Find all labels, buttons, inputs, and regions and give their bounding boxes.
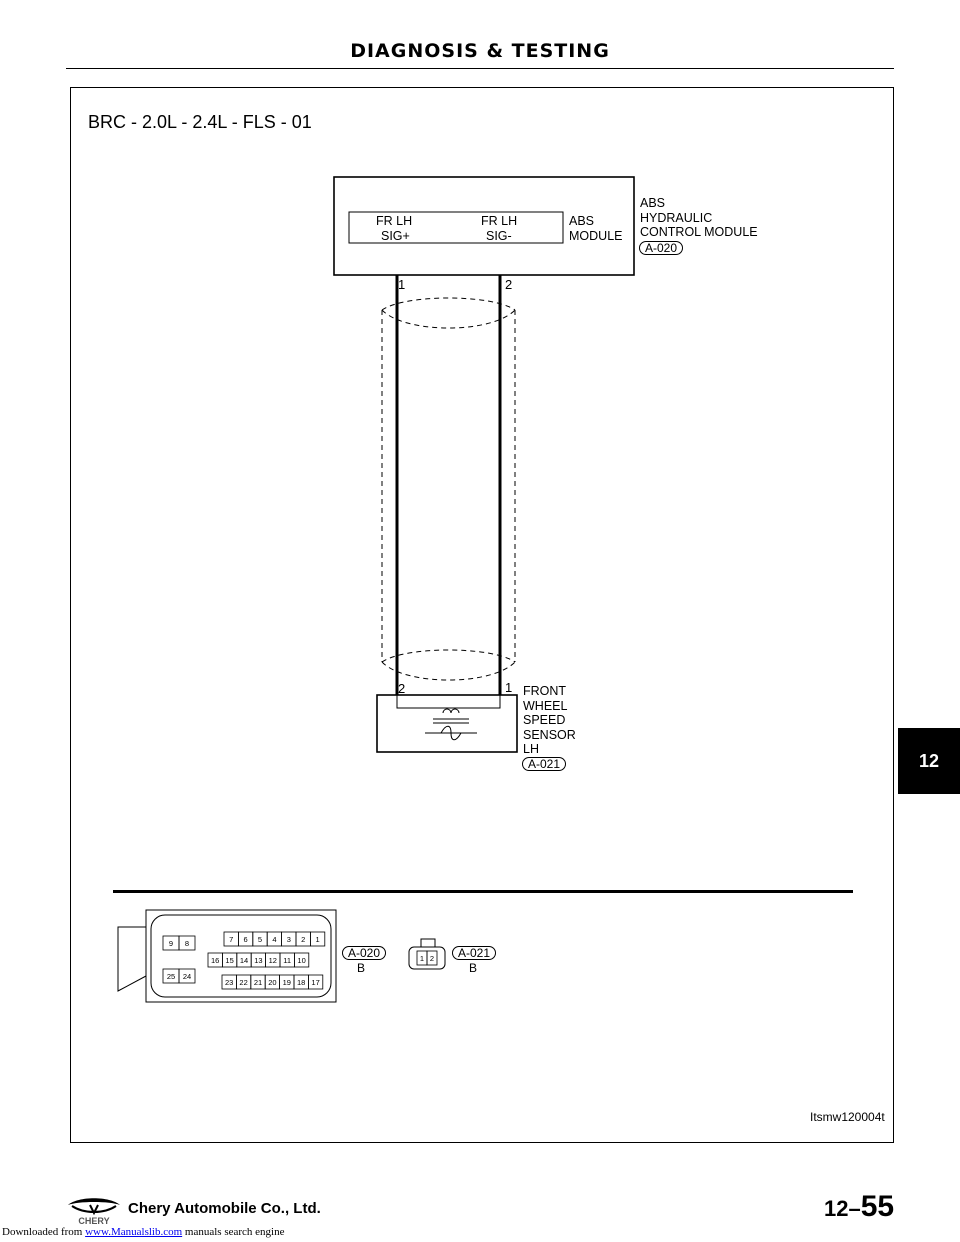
connector-view-divider [113, 890, 853, 893]
a020-pin-17: 17 [311, 978, 320, 987]
a021-pin-1: 1 [419, 954, 425, 963]
a020-pin-25: 25 [166, 972, 176, 981]
a021-pin-2: 2 [429, 954, 435, 963]
module-left-signal-label: FR LH SIG+ [376, 214, 413, 243]
sensor-pin-2: 2 [398, 681, 406, 696]
manualslib-link[interactable]: www.Manualslib.com [85, 1226, 183, 1238]
connector-tag-a020[interactable]: A-020 [639, 241, 683, 255]
connector-tag-a021[interactable]: A-021 [522, 757, 566, 771]
a020-pin-13: 13 [254, 956, 263, 965]
abs-hydraulic-control-module-label: ABS HYDRAULIC CONTROL MODULE [640, 196, 758, 239]
a020-pin-11: 11 [283, 956, 292, 965]
a020-pin-2: 2 [301, 935, 306, 944]
a020-pin-3: 3 [286, 935, 291, 944]
chery-logo-text: CHERY [78, 1216, 110, 1226]
a020-pin-22: 22 [239, 978, 248, 987]
chapter-tab[interactable]: 12 [898, 728, 960, 794]
footer-company: Chery Automobile Co., Ltd. [128, 1200, 321, 1217]
front-wheel-speed-sensor-label: FRONT WHEEL SPEED SENSOR LH [523, 684, 576, 756]
a020-pin-24: 24 [182, 972, 192, 981]
module-pin-2: 2 [505, 277, 513, 292]
a020-pin-1: 1 [315, 935, 320, 944]
a020-pin-14: 14 [239, 956, 249, 965]
module-right-signal-label: FR LH SIG- [481, 214, 518, 243]
a020-pin-6: 6 [243, 935, 248, 944]
diagram-title: BRC - 2.0L - 2.4L - FLS - 01 [88, 112, 312, 132]
download-notice: Downloaded from www.Manualslib.com manuals search engine [2, 1226, 285, 1238]
a020-pin-23: 23 [225, 978, 234, 987]
a020-pin-18: 18 [297, 978, 306, 987]
a020-pin-21: 21 [253, 978, 263, 987]
connector-view-tag-a021[interactable]: A-021 [452, 946, 496, 960]
connector-view-tag-a020[interactable]: A-020 [342, 946, 386, 960]
abs-module-side-label: ABS MODULE [569, 214, 623, 243]
module-pin-1: 1 [398, 277, 406, 292]
page-number: 12–55 [824, 1190, 895, 1223]
drawing-code: Itsmw120004t [810, 1110, 885, 1124]
connector-view-sub-a020: B [357, 961, 366, 975]
a020-pin-16: 16 [211, 956, 220, 965]
a020-pin-12: 12 [268, 956, 277, 965]
a020-pin-9: 9 [168, 939, 174, 948]
a020-pin-20: 20 [268, 978, 277, 987]
a020-pin-15: 15 [225, 956, 234, 965]
a020-pin-4: 4 [272, 935, 277, 944]
a020-pin-19: 19 [282, 978, 291, 987]
connector-view-sub-a021: B [469, 961, 478, 975]
diagram-frame [70, 87, 894, 1143]
chery-logo [62, 1196, 126, 1226]
header-rule [66, 68, 894, 69]
sensor-pin-1: 1 [505, 680, 513, 695]
a020-pin-8: 8 [184, 939, 190, 948]
a020-pin-10: 10 [297, 956, 306, 965]
a020-pin-7: 7 [229, 935, 234, 944]
section-header-title: DIAGNOSIS & TESTING [350, 40, 610, 62]
a020-pin-5: 5 [257, 935, 263, 944]
